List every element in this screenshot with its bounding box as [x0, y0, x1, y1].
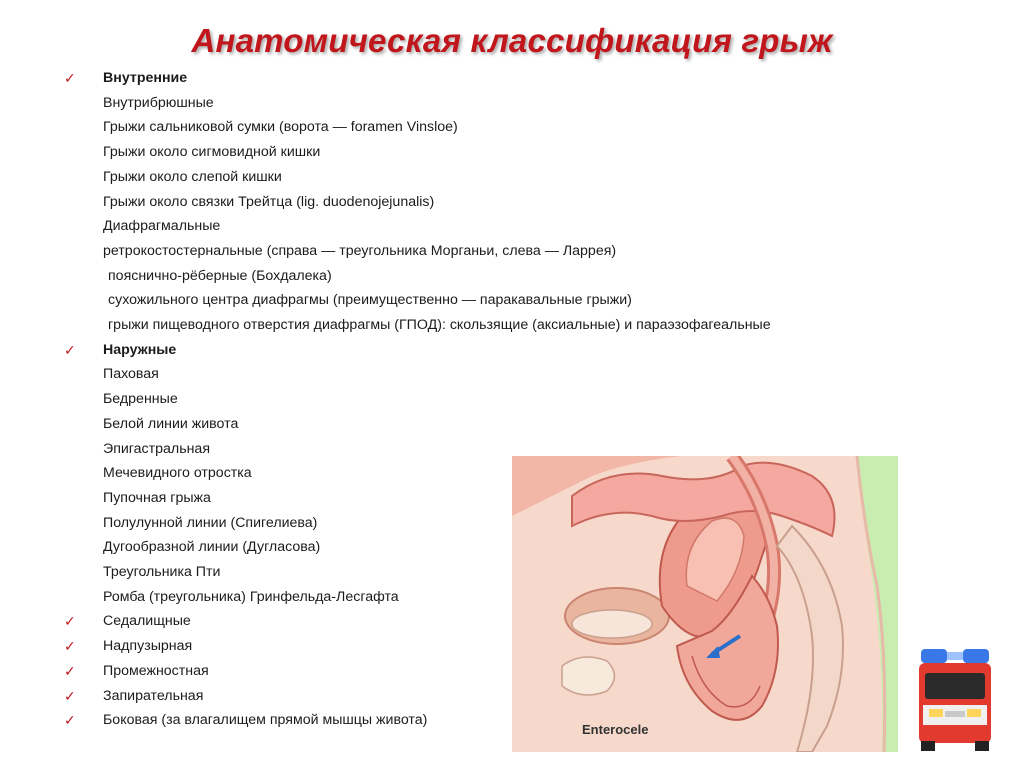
list-item-text: Пупочная грыжа: [103, 490, 211, 506]
list-item-text: Грыжи около сигмовидной кишки: [103, 144, 321, 160]
list-item: [0, 192, 900, 216]
list-item-text: Боковая (за влагалищем прямой мышцы живота): [103, 712, 428, 728]
list-item: [0, 340, 900, 364]
list-item-text: сухожильного центра диафрагмы (преимущественно — паракавальные грыжи): [108, 292, 632, 308]
list-item-text: Внутрибрюшные: [103, 95, 214, 111]
list-item-text: Ромба (треугольника) Гринфельда-Лесгафта: [103, 589, 399, 605]
list-item-text: Наружные: [103, 342, 177, 358]
list-item-text: Внутренние: [103, 70, 188, 86]
checkmark-icon: ✓: [64, 712, 76, 728]
list-item: [0, 414, 900, 438]
list-item-text: грыжи пищеводного отверстия диафрагмы (ГПОД): скользящие (аксиальные) и параэзофагеальные: [108, 317, 771, 333]
list-item-text: Треугольника Пти: [103, 564, 221, 580]
checkmark-icon: ✓: [64, 613, 76, 629]
list-item: [0, 68, 900, 92]
list-item-text: Паховая: [103, 366, 159, 382]
checkmark-icon: ✓: [64, 342, 76, 358]
list-item-text: Бедренные: [103, 391, 178, 407]
list-item: [0, 241, 900, 265]
list-item-text: Грыжи сальниковой сумки (ворота — foramen Vinsloe): [103, 119, 458, 135]
list-item: [0, 216, 900, 240]
list-item-text: пояснично-рёберные (Бохдалека): [108, 268, 332, 284]
checkmark-icon: ✓: [64, 638, 76, 654]
checkmark-icon: ✓: [64, 663, 76, 679]
pelvis-section-drawing: [512, 456, 898, 752]
slide-title: Анатомическая классификация грыж: [191, 22, 833, 59]
list-item: [0, 167, 900, 191]
list-item: [0, 315, 900, 339]
checkmark-icon: ✓: [64, 70, 76, 86]
list-item-text: Мечевидного отростка: [103, 465, 252, 481]
list-item: [0, 266, 900, 290]
anatomy-illustration: [512, 456, 898, 752]
list-item-text: Дугообразной линии (Дугласова): [103, 539, 321, 555]
list-item: [0, 389, 900, 413]
list-item-text: Грыжи около связки Трейтца (lig. duodenojejunalis): [103, 194, 435, 210]
ambulance-icon: [915, 645, 995, 753]
list-item: [0, 117, 900, 141]
list-item-text: Седалищные: [103, 613, 191, 629]
list-item-text: Грыжи около слепой кишки: [103, 169, 282, 185]
list-item: [0, 93, 900, 117]
list-item-text: ретрокостостернальные (справа — треугольника Морганьи, слева — Ларрея): [103, 243, 617, 259]
list-item: [0, 364, 900, 388]
list-item-text: Запирательная: [103, 688, 204, 704]
list-item-text: Полулунной линии (Спигелиева): [103, 515, 318, 531]
checkmark-icon: ✓: [64, 688, 76, 704]
list-item-text: Диафрагмальные: [103, 218, 221, 234]
list-item: [0, 142, 900, 166]
list-item-text: Эпигастральная: [103, 441, 211, 457]
list-item-text: Надпузырная: [103, 638, 193, 654]
list-item-text: Белой линии живота: [103, 416, 239, 432]
figure-label: Enterocele: [582, 722, 649, 737]
list-item: [0, 290, 900, 314]
list-item-text: Промежностная: [103, 663, 209, 679]
